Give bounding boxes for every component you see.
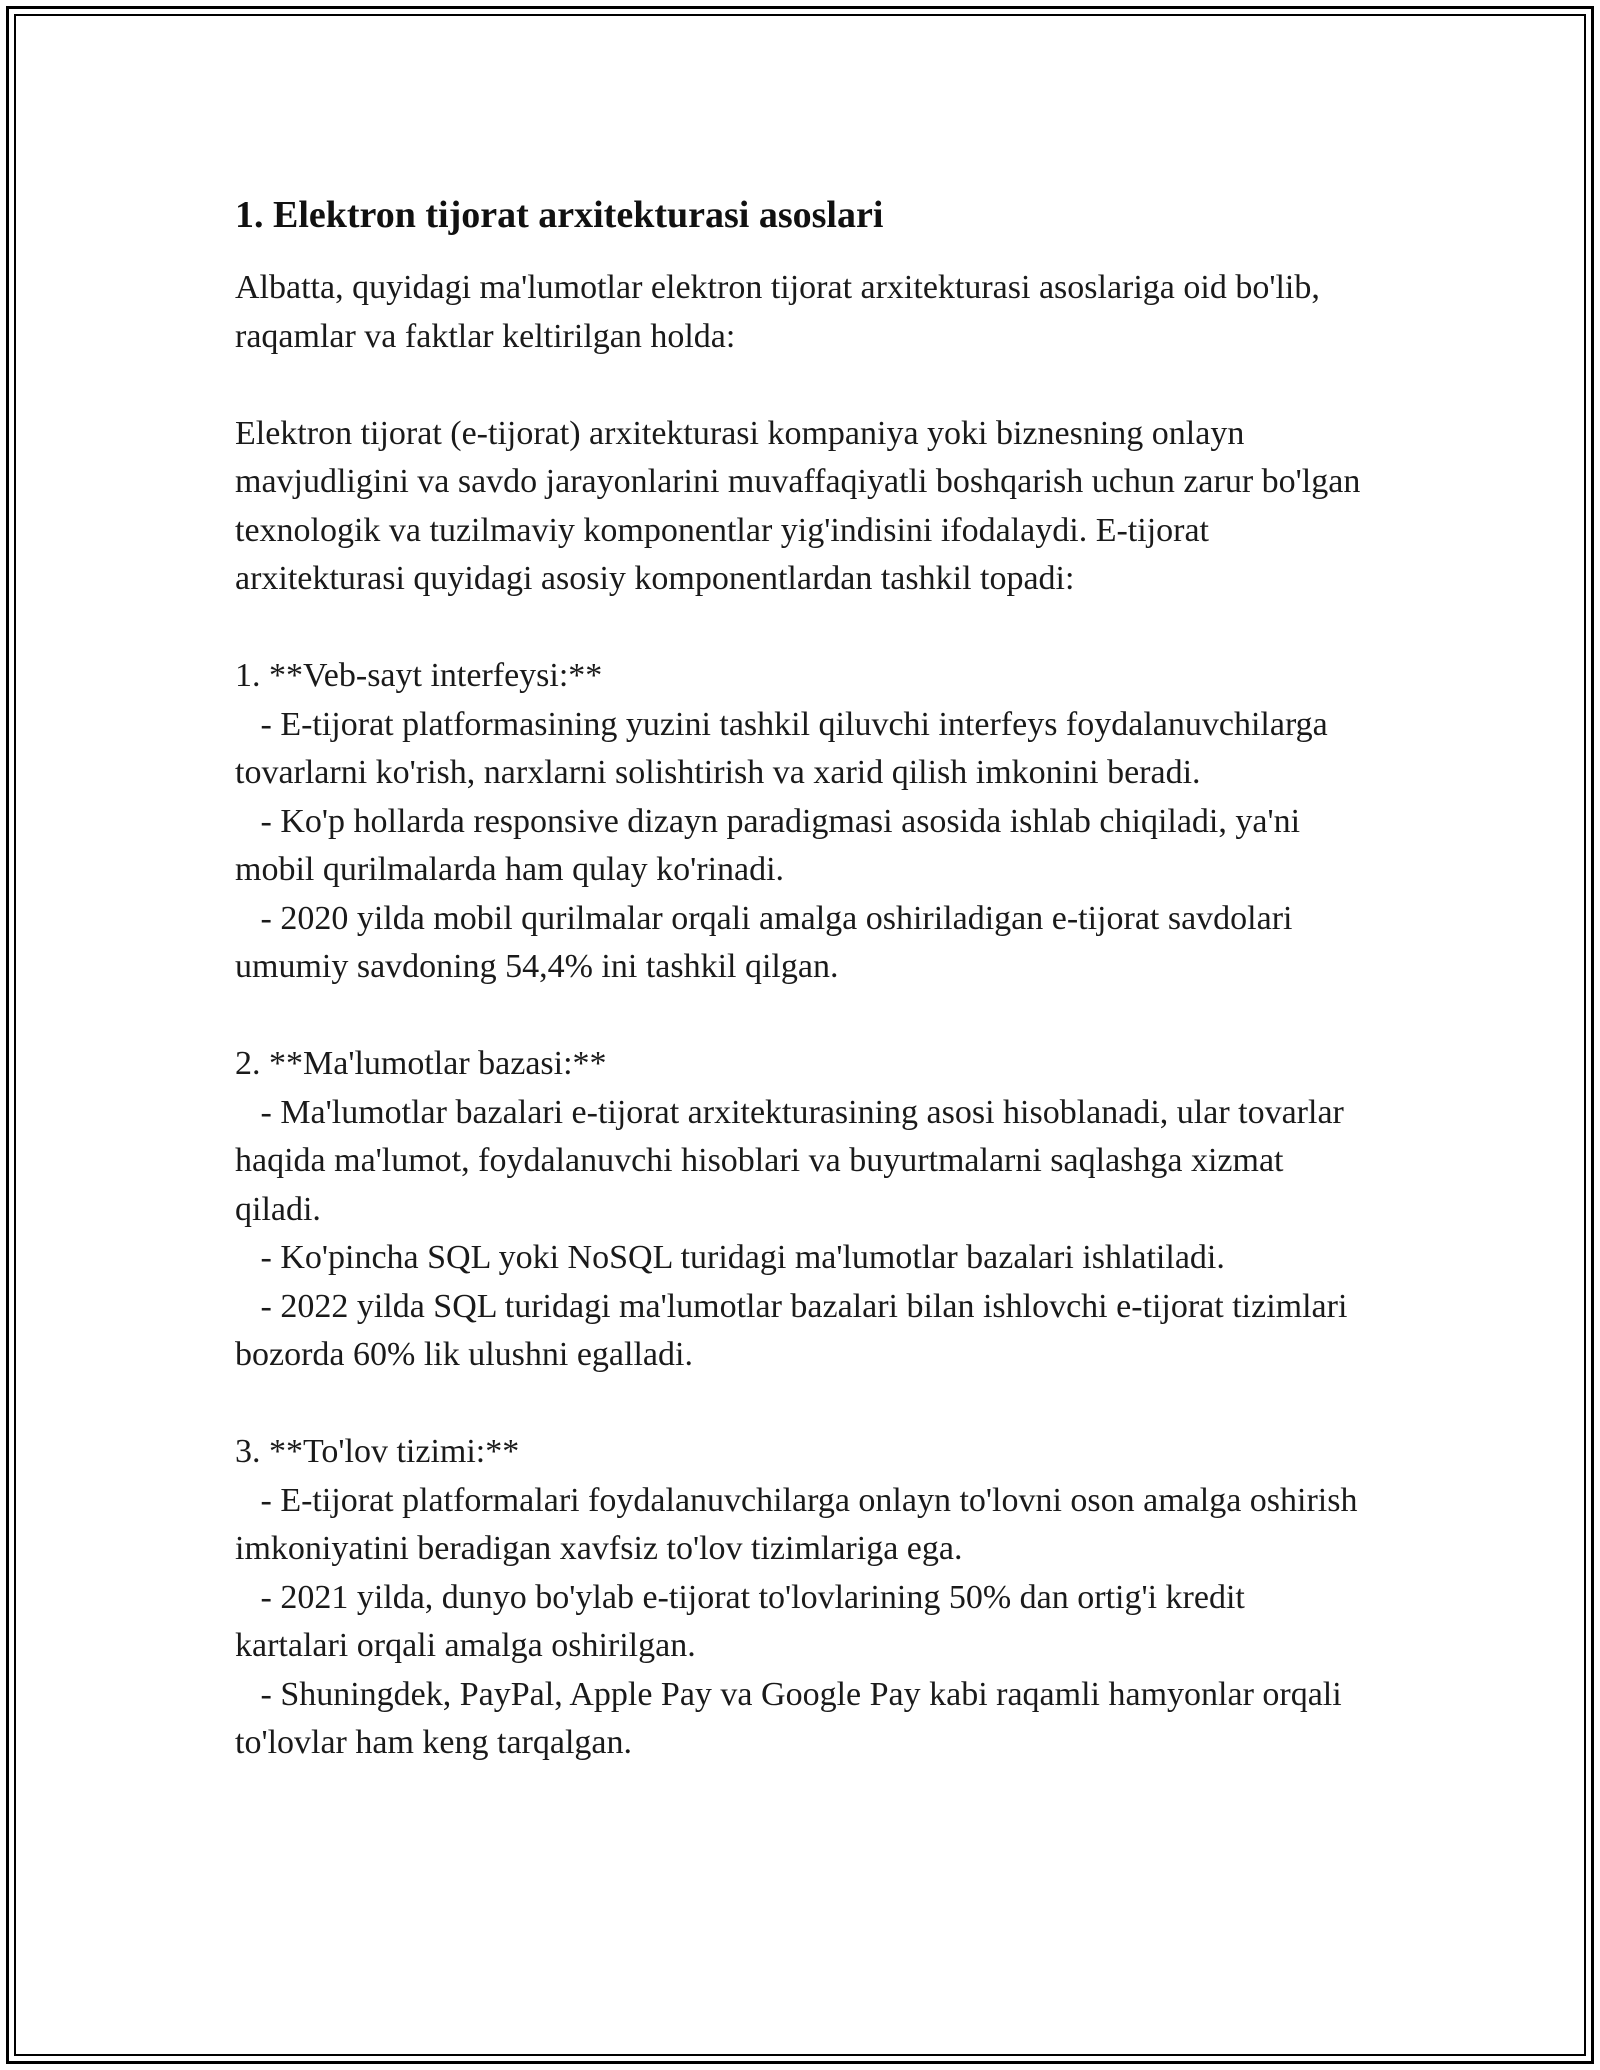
paragraph-spacer bbox=[235, 361, 1365, 410]
section-bullet: - Ko'p hollarda responsive dizayn paradigmasi asosida ishlab chiqiladi, ya'ni mobil qurilmalarda ham qulay ko'rinadi. bbox=[235, 802, 1309, 888]
paragraph-spacer bbox=[235, 604, 1365, 653]
document-title: 1. Elektron tijorat arxitekturasi asoslari bbox=[235, 194, 884, 236]
paragraph-spacer bbox=[235, 992, 1365, 1041]
section-database bbox=[235, 1040, 1365, 1380]
section-bullet: - E-tijorat platformalari foydalanuvchilarga onlayn to'lovni oson amalga oshirish imkoniyatini beradigan xavfsiz to'lov tizimlariga ega. bbox=[235, 1481, 1366, 1567]
section-bullet: - Ma'lumotlar bazalari e-tijorat arxitekturasining asosi hisoblanadi, ular tovarlar haqida ma'lumot, foydalanuvchi hisoblari va buyurtmalarni saqlashga xizmat qiladi. bbox=[235, 1093, 1353, 1228]
section-payment-system bbox=[235, 1428, 1365, 1768]
section-bullet: - 2021 yilda, dunyo bo'ylab e-tijorat to'lovlarining 50% dan ortig'i kredit kartalari orqali amalga oshirilgan. bbox=[235, 1578, 1254, 1664]
section-bullet: - Shuningdek, PayPal, Apple Pay va Google Pay kabi raqamli hamyonlar orqali to'lovlar ham keng tarqalgan. bbox=[235, 1675, 1351, 1761]
section-heading: 1. **Veb-sayt interfeysi:** bbox=[235, 657, 603, 694]
section-bullet: - 2020 yilda mobil qurilmalar orqali amalga oshiriladigan e-tijorat savdolari umumiy savdoning 54,4% ini tashkil qilgan. bbox=[235, 899, 1301, 985]
document-body bbox=[235, 186, 1369, 1768]
section-bullet: - E-tijorat platformasining yuzini tashkil qiluvchi interfeys foydalanuvchilarga tovarlarni ko'rish, narxlarni solishtirish va xarid qilish imkonini beradi. bbox=[235, 705, 1337, 791]
section-heading: 3. **To'lov tizimi:** bbox=[235, 1433, 520, 1470]
section-heading: 2. **Ma'lumotlar bazasi:** bbox=[235, 1045, 607, 1082]
paragraph-spacer bbox=[235, 1380, 1365, 1429]
section-bullet: - Ko'pincha SQL yoki NoSQL turidagi ma'lumotlar bazalari ishlatiladi. bbox=[235, 1239, 1225, 1276]
intro-paragraph: Albatta, quyidagi ma'lumotlar elektron tijorat arxitekturasi asoslariga oid bo'lib, raqamlar va faktlar keltirilgan holda: bbox=[235, 269, 1329, 355]
section-web-interface bbox=[235, 652, 1365, 992]
definition-paragraph: Elektron tijorat (e-tijorat) arxitekturasi kompaniya yoki biznesning onlayn mavjudligini va savdo jarayonlarini muvaffaqiyatli boshqarish uchun zarur bo'lgan texnologik va tuzilmaviy komponentlar yig'indisini ifodalaydi. E-tijorat arxitekturasi quyidagi asosiy komponentlardan tashkil topadi: bbox=[235, 414, 1369, 597]
section-bullet: - 2022 yilda SQL turidagi ma'lumotlar bazalari bilan ishlovchi e-tijorat tizimlari bozorda 60% lik ulushni egalladi. bbox=[235, 1287, 1356, 1373]
